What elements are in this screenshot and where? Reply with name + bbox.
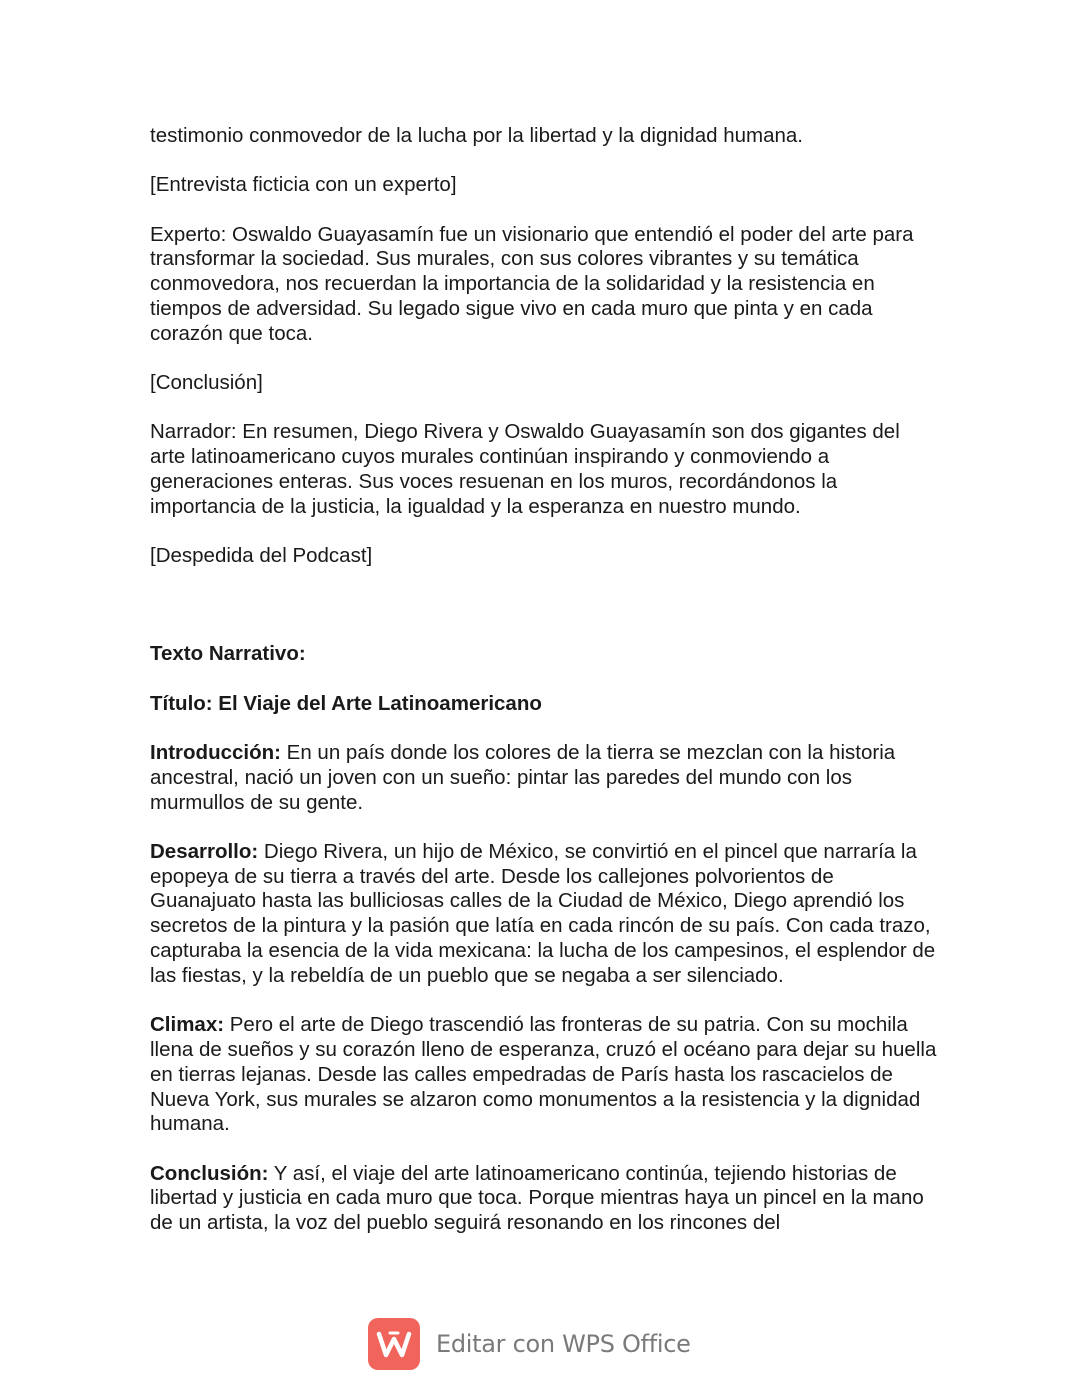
paragraph-introduccion — [150, 741, 940, 815]
edit-with-wps-banner[interactable] — [368, 1318, 691, 1370]
paragraph-experto: Experto: Oswaldo Guayasamín fue un visionario que entendió el poder del arte para transformar la sociedad. Sus murales, con sus colores vibrantes y su temática conmovedora, nos recuerdan la importancia de la solidaridad y la resistencia en tiempos de adversidad. Su legado sigue vivo en cada muro que pinta y en cada corazón que toca. — [150, 222, 914, 345]
introduccion-label: Introducción: — [150, 740, 281, 764]
conclusion-label: Conclusión: — [150, 1161, 269, 1185]
paragraph-testimonio: testimonio conmovedor de la lucha por la libertad y la dignidad humana. — [150, 124, 803, 147]
edit-with-wps-label: Editar con WPS Office — [436, 1330, 691, 1358]
paragraph-conclusion-heading: [Conclusión] — [150, 371, 263, 395]
section-heading: Texto Narrativo: — [150, 642, 306, 666]
blank-space — [150, 593, 940, 642]
wps-w-glyph-icon — [376, 1329, 412, 1359]
paragraph-conclusion — [150, 1162, 940, 1236]
paragraph-climax — [150, 1013, 940, 1137]
document-title: Título: El Viaje del Arte Latinoamericano — [150, 691, 542, 715]
document-page — [150, 124, 940, 1261]
desarrollo-label: Desarrollo: — [150, 839, 259, 863]
climax-label: Climax: — [150, 1013, 225, 1037]
paragraph-despedida: [Despedida del Podcast] — [150, 544, 373, 568]
paragraph-desarrollo — [150, 840, 940, 989]
conclusion-text: Y así, el viaje del arte latinoamericano continúa, tejiendo historias de libertad y justicia en cada muro que toca. Porque mientras haya un pincel en la mano de un artista, la voz del pueblo seguirá resonando en los rincones del — [150, 1161, 924, 1235]
desarrollo-text: Diego Rivera, un hijo de México, se convirtió en el pincel que narraría la epopeya de su tierra a través del arte. Desde los callejones polvorientos de Guanajuato hasta las bulliciosas calles de la Ciudad de México, Diego aprendió los secretos de la pintura y la pasión que latía en cada rincón de su país. Con cada trazo, capturaba la esencia de la vida mexicana: la lucha de los campesinos, el esplendor de las fiestas, y la rebeldía de un pueblo que se negaba a ser silenciado. — [150, 839, 936, 987]
introduccion-text: En un país donde los colores de la tierra se mezclan con la historia ancestral, nació un joven con un sueño: pintar las paredes del mundo con los murmullos de su gente. — [150, 740, 896, 814]
paragraph-entrevista-heading: [Entrevista ficticia con un experto] — [150, 173, 457, 197]
wps-office-logo-icon — [368, 1318, 420, 1370]
climax-text: Pero el arte de Diego trascendió las fronteras de su patria. Con su mochila llena de sueños y su corazón lleno de esperanza, cruzó el océano para dejar su huella en tierras lejanas. Desde las calles empedradas de París hasta los rascacielos de Nueva York, sus murales se alzaron como monumentos a la resistencia y la dignidad humana. — [150, 1013, 937, 1136]
paragraph-narrador: Narrador: En resumen, Diego Rivera y Oswaldo Guayasamín son dos gigantes del arte latinoamericano cuyos murales continúan inspirando y conmoviendo a generaciones enteras. Sus voces resuenan en los muros, recordándonos la importancia de la justicia, la igualdad y la esperanza en nuestro mundo. — [150, 420, 900, 518]
